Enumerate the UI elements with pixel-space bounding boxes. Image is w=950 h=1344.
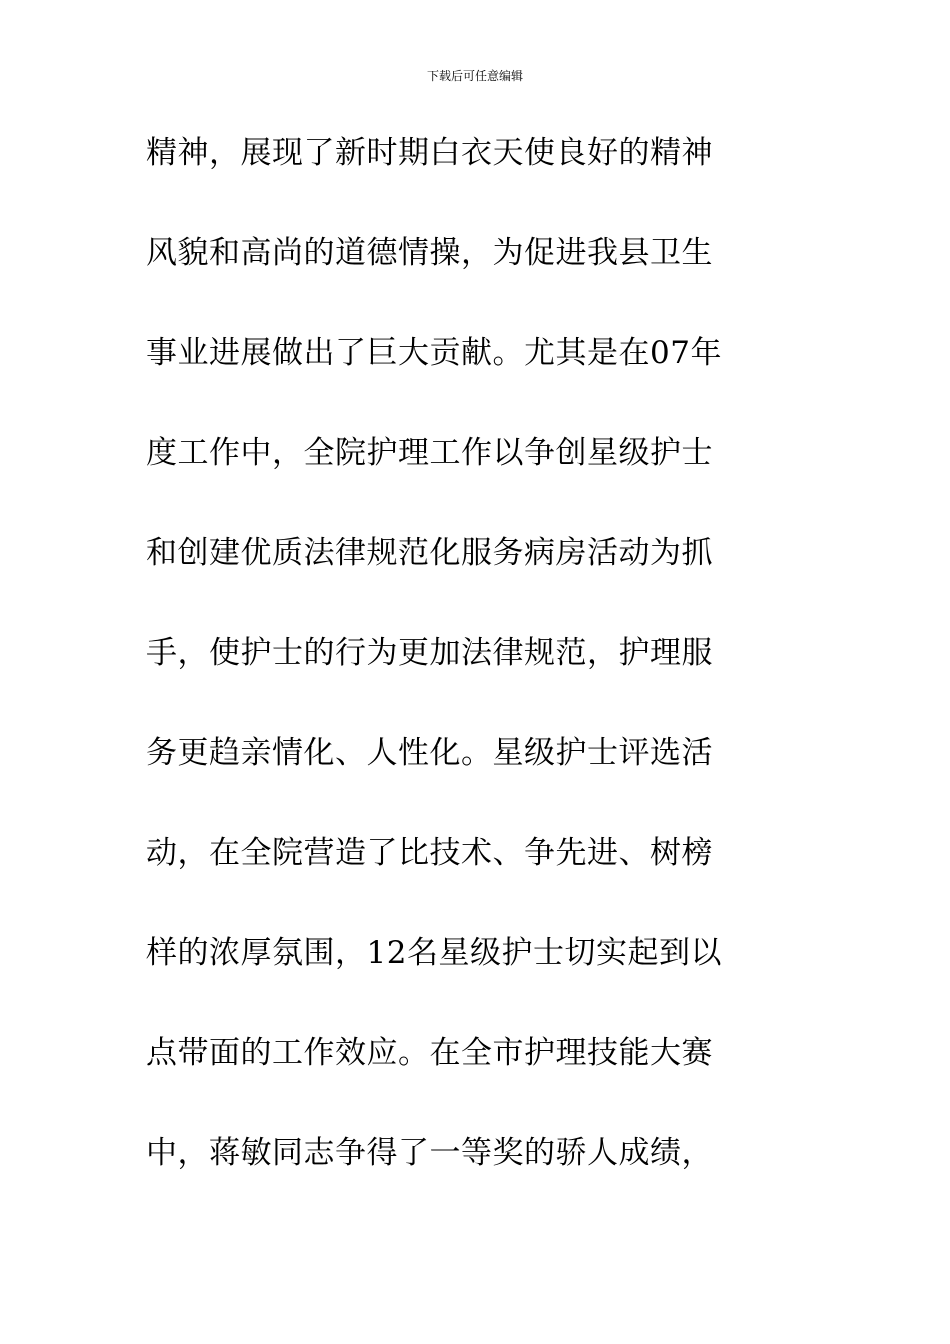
text-line: 和创建优质法律规范化服务病房活动为抓 — [146, 535, 713, 571]
text-line: 动，在全院营造了比技术、争先进、树榜 — [146, 835, 713, 871]
text-line: 中，蒋敏同志争得了一等奖的骄人成绩， — [146, 1135, 713, 1171]
text-line: 度工作中，全院护理工作以争创星级护士 — [146, 435, 713, 471]
page-header: 下载后可任意编辑 — [426, 69, 523, 83]
text-line: 点带面的工作效应。在全市护理技能大赛 — [146, 1035, 713, 1071]
document-body — [146, 128, 806, 1228]
text-line: 务更趋亲情化、人性化。星级护士评选活 — [146, 735, 713, 771]
text-line: 手，使护士的行为更加法律规范，护理服 — [146, 635, 713, 671]
text-line: 精神，展现了新时期白衣天使良好的精神 — [146, 135, 713, 171]
text-line: 事业进展做出了巨大贡献。尤其是在07年 — [146, 335, 722, 371]
text-line: 样的浓厚氛围，12名星级护士切实起到以 — [146, 935, 722, 971]
text-line: 风貌和高尚的道德情操，为促进我县卫生 — [146, 235, 713, 271]
